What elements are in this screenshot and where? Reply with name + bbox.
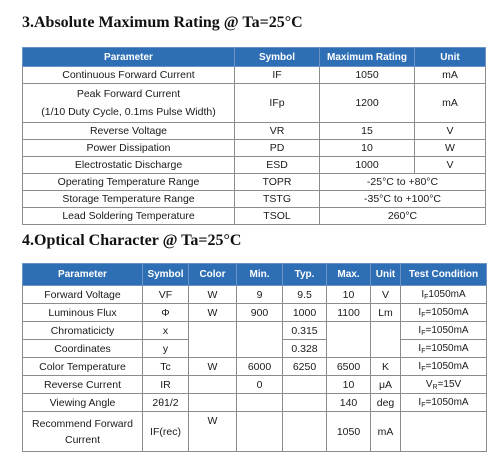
parameter-cell: Reverse Voltage xyxy=(23,123,235,140)
cond-rest: =1050mA xyxy=(425,396,469,408)
test-condition-cell xyxy=(401,394,487,412)
symbol-cell: IF xyxy=(235,67,320,84)
cond-main: I xyxy=(421,288,425,300)
parameter-cell: Luminous Flux xyxy=(23,304,143,322)
color-cell xyxy=(189,394,237,412)
test-condition-cell xyxy=(401,376,487,394)
header-color: Color xyxy=(189,264,237,286)
min-cell: 6000 xyxy=(237,358,283,376)
unit-cell: V xyxy=(415,123,486,140)
table-row xyxy=(23,394,487,412)
min-cell: 9 xyxy=(237,286,283,304)
symbol-cell: y xyxy=(143,340,189,358)
absolute-max-rating-table xyxy=(22,47,486,225)
min-cell: 900 xyxy=(237,304,283,322)
color-cell xyxy=(189,376,237,394)
table-row xyxy=(23,123,486,140)
table-header-row xyxy=(23,264,487,286)
parameter-cell: Color Temperature xyxy=(23,358,143,376)
cond-main: I xyxy=(418,396,422,408)
color-cell xyxy=(189,322,237,358)
parameter-cell: Reverse Current xyxy=(23,376,143,394)
min-cell xyxy=(237,322,283,358)
symbol-cell: IR xyxy=(143,376,189,394)
parameter-cell: Operating Temperature Range xyxy=(23,174,235,191)
header-typ: Typ. xyxy=(283,264,327,286)
rating-cell: 1050 xyxy=(320,67,415,84)
symbol-cell: IF(rec) xyxy=(143,412,189,452)
unit-cell: mA xyxy=(415,67,486,84)
header-min: Min. xyxy=(237,264,283,286)
parameter-line-1: Recommend Forward xyxy=(32,417,133,430)
cond-sub: F xyxy=(421,311,426,319)
cond-main: V xyxy=(425,378,433,390)
cond-main: I xyxy=(418,306,422,318)
table-row xyxy=(23,191,486,208)
symbol-cell: x xyxy=(143,322,189,340)
parameter-cell: Chromaticicty xyxy=(23,322,143,340)
cond-sub: F xyxy=(421,329,426,337)
typ-cell: 9.5 xyxy=(283,286,327,304)
table-row xyxy=(23,286,487,304)
symbol-cell: TOPR xyxy=(235,174,320,191)
typ-cell: 6250 xyxy=(283,358,327,376)
rating-cell: -35°C to +100°C xyxy=(320,191,486,208)
parameter-line-2: (1/10 Duty Cycle, 0.1ms Pulse Width) xyxy=(41,106,216,118)
unit-cell: K xyxy=(371,358,401,376)
test-condition-cell xyxy=(401,304,487,322)
max-cell xyxy=(327,322,371,358)
table-header-row xyxy=(23,48,486,67)
cond-main: I xyxy=(418,360,422,372)
test-condition-cell xyxy=(401,286,487,304)
table-row xyxy=(23,376,487,394)
rating-cell: 15 xyxy=(320,123,415,140)
optical-character-title: 4.Optical Character @ Ta=25°C xyxy=(22,232,242,249)
symbol-cell: TSTG xyxy=(235,191,320,208)
typ-cell: 1000 xyxy=(283,304,327,322)
table-row xyxy=(23,140,486,157)
header-parameter: Parameter xyxy=(23,264,143,286)
unit-cell: V xyxy=(371,286,401,304)
typ-cell: 0.315 xyxy=(283,322,327,340)
cond-rest: =1050mA xyxy=(425,342,469,354)
test-condition-cell xyxy=(401,412,487,452)
color-cell: W xyxy=(189,286,237,304)
table-row xyxy=(23,84,486,123)
header-parameter: Parameter xyxy=(23,48,235,67)
parameter-cell xyxy=(23,412,143,452)
unit-cell xyxy=(371,322,401,358)
unit-cell: Lm xyxy=(371,304,401,322)
symbol-cell: TSOL xyxy=(235,208,320,225)
min-cell xyxy=(237,412,283,452)
parameter-cell: Forward Voltage xyxy=(23,286,143,304)
rating-cell: 260°C xyxy=(320,208,486,225)
min-cell: 0 xyxy=(237,376,283,394)
rating-cell: 10 xyxy=(320,140,415,157)
cond-rest: =15V xyxy=(437,378,462,390)
rating-cell: 1200 xyxy=(320,84,415,123)
symbol-cell: Φ xyxy=(143,304,189,322)
cond-sub: F xyxy=(421,347,426,355)
table-row xyxy=(23,208,486,225)
typ-cell xyxy=(283,394,327,412)
cond-sub: F xyxy=(421,401,426,409)
header-test-condition: Test Condition xyxy=(401,264,487,286)
symbol-cell: PD xyxy=(235,140,320,157)
cond-main: I xyxy=(418,324,422,336)
parameter-cell: Electrostatic Discharge xyxy=(23,157,235,174)
parameter-cell: Coordinates xyxy=(23,340,143,358)
header-symbol: Symbol xyxy=(235,48,320,67)
unit-cell: deg xyxy=(371,394,401,412)
max-cell: 1100 xyxy=(327,304,371,322)
max-cell: 10 xyxy=(327,376,371,394)
parameter-cell: Storage Temperature Range xyxy=(23,191,235,208)
unit-cell: mA xyxy=(415,84,486,123)
symbol-cell: VR xyxy=(235,123,320,140)
table-row xyxy=(23,67,486,84)
cond-rest: =1050mA xyxy=(425,360,469,372)
symbol-cell: Tc xyxy=(143,358,189,376)
table-row xyxy=(23,157,486,174)
parameter-cell xyxy=(23,84,235,123)
parameter-cell: Continuous Forward Current xyxy=(23,67,235,84)
table-row xyxy=(23,174,486,191)
typ-cell xyxy=(283,412,327,452)
unit-cell: W xyxy=(415,140,486,157)
max-cell: 10 xyxy=(327,286,371,304)
unit-cell: mA xyxy=(371,412,401,452)
symbol-cell: VF xyxy=(143,286,189,304)
cond-sub: R xyxy=(432,383,438,391)
test-condition-cell xyxy=(401,322,487,340)
table-row xyxy=(23,358,487,376)
typ-cell: 0.328 xyxy=(283,340,327,358)
unit-cell: μA xyxy=(371,376,401,394)
rating-cell: 1000 xyxy=(320,157,415,174)
symbol-cell: 2θ1/2 xyxy=(143,394,189,412)
cond-sub: F xyxy=(421,365,426,373)
symbol-cell: IFp xyxy=(235,84,320,123)
header-symbol: Symbol xyxy=(143,264,189,286)
max-cell: 6500 xyxy=(327,358,371,376)
cond-main: I xyxy=(418,342,422,354)
table-row xyxy=(23,322,487,340)
parameter-cell: Power Dissipation xyxy=(23,140,235,157)
optical-character-table xyxy=(22,263,487,452)
header-maximum-rating: Maximum Rating xyxy=(320,48,415,67)
test-condition-cell xyxy=(401,358,487,376)
color-cell: W xyxy=(189,304,237,322)
symbol-cell: ESD xyxy=(235,157,320,174)
parameter-line-1: Peak Forward Current xyxy=(76,88,181,100)
header-unit: Unit xyxy=(415,48,486,67)
unit-cell: V xyxy=(415,157,486,174)
header-unit: Unit xyxy=(371,264,401,286)
header-max: Max. xyxy=(327,264,371,286)
cond-rest: 1050mA xyxy=(428,288,466,300)
cond-rest: =1050mA xyxy=(425,306,469,318)
typ-cell xyxy=(283,376,327,394)
color-cell: W xyxy=(189,412,237,452)
table-row xyxy=(23,304,487,322)
min-cell xyxy=(237,394,283,412)
rating-cell: -25°C to +80°C xyxy=(320,174,486,191)
parameter-cell: Lead Soldering Temperature xyxy=(23,208,235,225)
absolute-max-rating-title: 3.Absolute Maximum Rating @ Ta=25°C xyxy=(22,14,303,31)
max-cell: 140 xyxy=(327,394,371,412)
parameter-line-2: Current xyxy=(64,433,100,446)
cond-sub: F xyxy=(424,293,429,301)
table-row xyxy=(23,412,487,452)
cond-rest: =1050mA xyxy=(425,324,469,336)
parameter-cell: Viewing Angle xyxy=(23,394,143,412)
color-cell: W xyxy=(189,358,237,376)
test-condition-cell xyxy=(401,340,487,358)
max-cell: 1050 xyxy=(327,412,371,452)
